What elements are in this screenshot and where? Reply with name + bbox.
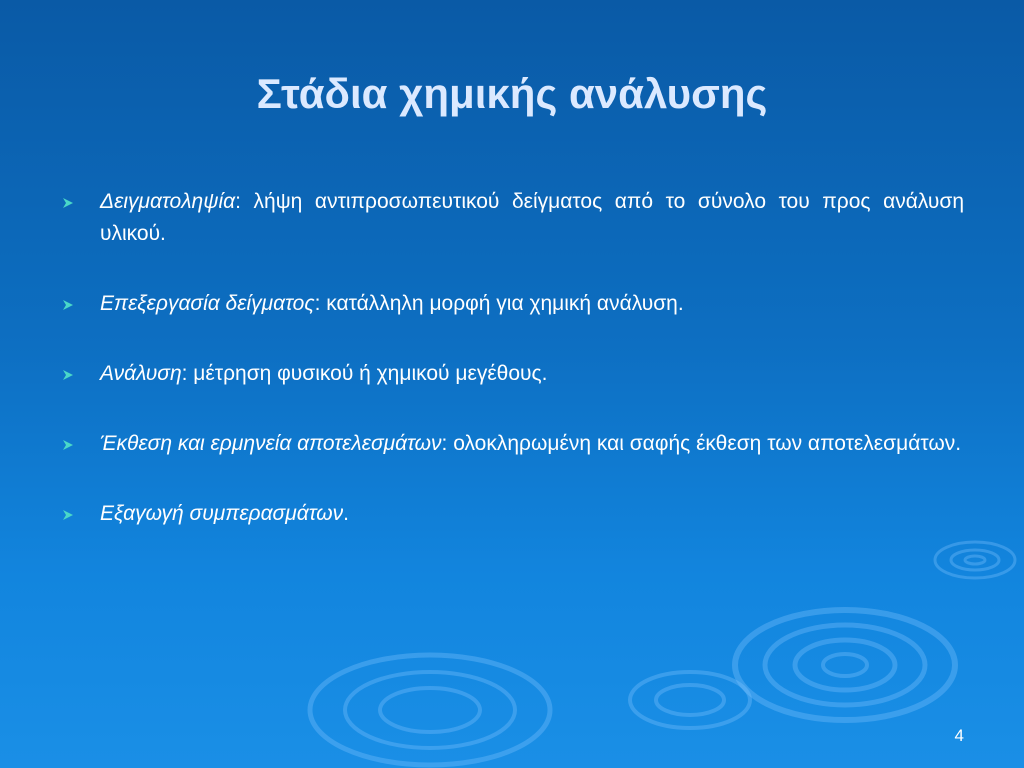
bullet-text: : μέτρηση φυσικού ή χημικού μεγέθους.	[181, 362, 548, 385]
arrowhead-bullet-icon	[62, 197, 74, 209]
bullet-item	[60, 358, 964, 390]
bullet-item	[60, 288, 964, 320]
bullet-term: Έκθεση και ερμηνεία αποτελεσμάτων	[100, 432, 442, 455]
bullet-list	[60, 186, 964, 568]
bullet-term: Εξαγωγή συμπερασμάτων	[100, 502, 344, 525]
slide-title: Στάδια χημικής ανάλυσης	[256, 70, 768, 117]
bullet-term: Επεξεργασία δείγματος	[100, 292, 315, 315]
arrowhead-bullet-icon	[62, 439, 74, 451]
arrowhead-bullet-icon	[62, 369, 74, 381]
bullet-term: Δειγματοληψία	[100, 190, 236, 213]
arrowhead-bullet-icon	[62, 509, 74, 521]
page-number: 4	[954, 726, 964, 745]
bullet-term: Ανάλυση	[100, 362, 182, 385]
bullet-text: : ολοκληρωμένη και σαφής έκθεση των αποτελεσμάτων.	[441, 432, 962, 455]
bullet-text: : κατάλληλη μορφή για χημική ανάλυση.	[314, 292, 684, 315]
bullet-item	[60, 498, 964, 530]
bullet-item	[60, 428, 964, 460]
bullet-text: : λήψη αντιπροσωπευτικού δείγματος από το σύνολο του προς ανάλυση υλικού.	[100, 190, 964, 245]
arrowhead-bullet-icon	[62, 299, 74, 311]
bullet-text: .	[343, 502, 349, 525]
bullet-item	[60, 186, 964, 250]
